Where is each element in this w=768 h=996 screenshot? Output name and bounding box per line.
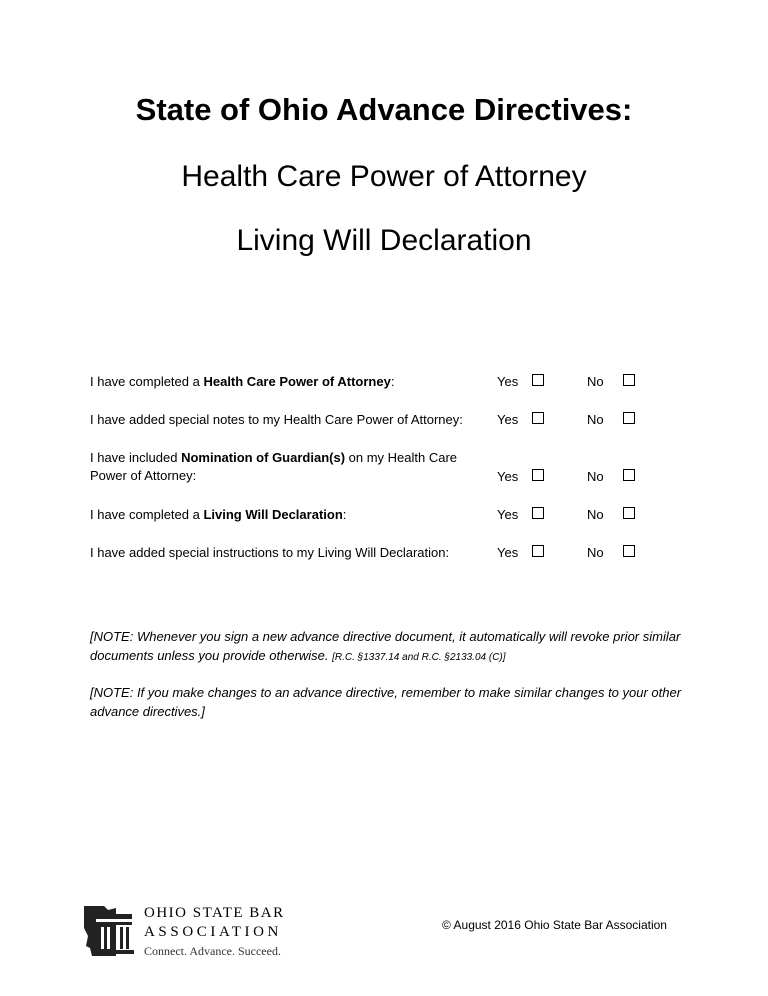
document-title: State of Ohio Advance Directives: <box>135 92 633 127</box>
no-checkbox[interactable] <box>623 374 635 386</box>
no-checkbox[interactable] <box>623 412 635 424</box>
yes-label: Yes <box>497 374 519 389</box>
column-ohio-logo-icon <box>82 902 138 958</box>
copyright-notice: © August 2016 Ohio State Bar Association <box>442 918 667 932</box>
yes-checkbox[interactable] <box>532 545 544 557</box>
checklist-row-hcpoa-notes <box>90 411 650 431</box>
logo-tagline: Connect. Advance. Succeed. <box>144 944 281 958</box>
yes-checkbox[interactable] <box>532 374 544 386</box>
checklist-question: I have added special notes to my Health Care Power of Attorney: <box>90 412 463 427</box>
yes-label: Yes <box>497 507 519 522</box>
yes-checkbox[interactable] <box>532 507 544 519</box>
checklist-row-living-will-completed <box>90 506 650 526</box>
checklist-question: I have added special instructions to my Living Will Declaration: <box>90 545 450 560</box>
checklist-question: I have completed a Living Will Declaration: <box>90 507 347 522</box>
checklist-row-guardian-nomination <box>90 449 650 489</box>
no-checkbox[interactable] <box>623 469 635 481</box>
no-label: No <box>587 545 604 560</box>
checklist-question: I have included Nomination of Guardian(s) on my Health Care Power of Attorney: <box>90 450 458 483</box>
subtitle-living-will: Living Will Declaration <box>236 224 532 257</box>
yes-label: Yes <box>497 545 519 560</box>
yes-label: Yes <box>497 469 519 484</box>
logo-line-2: ASSOCIATION <box>144 924 282 940</box>
no-checkbox[interactable] <box>623 507 635 519</box>
subtitle-health-care-poa: Health Care Power of Attorney <box>181 160 587 193</box>
yes-label: Yes <box>497 412 519 427</box>
no-label: No <box>587 374 604 389</box>
logo-line-1: OHIO STATE BAR <box>144 905 285 921</box>
note-changes: [NOTE: If you make changes to an advance directive, remember to make similar changes to your other advance directives.] <box>90 685 682 719</box>
no-label: No <box>587 469 604 484</box>
checklist-row-hcpoa-completed <box>90 373 650 393</box>
no-label: No <box>587 507 604 522</box>
checklist-question: I have completed a Health Care Power of Attorney: <box>90 374 395 389</box>
ohio-state-bar-logo <box>82 902 322 962</box>
note-revocation: [NOTE: Whenever you sign a new advance directive document, it automatically will revoke prior similar documents unless you provide otherwise. [R.C. §1337.14 and R.C. §2133.04 (C)] <box>90 629 681 663</box>
yes-checkbox[interactable] <box>532 412 544 424</box>
statute-citation: [R.C. §1337.14 and R.C. §2133.04 (C)] <box>332 652 506 663</box>
no-checkbox[interactable] <box>623 545 635 557</box>
no-label: No <box>587 412 604 427</box>
yes-checkbox[interactable] <box>532 469 544 481</box>
checklist-row-living-will-instructions <box>90 544 650 564</box>
